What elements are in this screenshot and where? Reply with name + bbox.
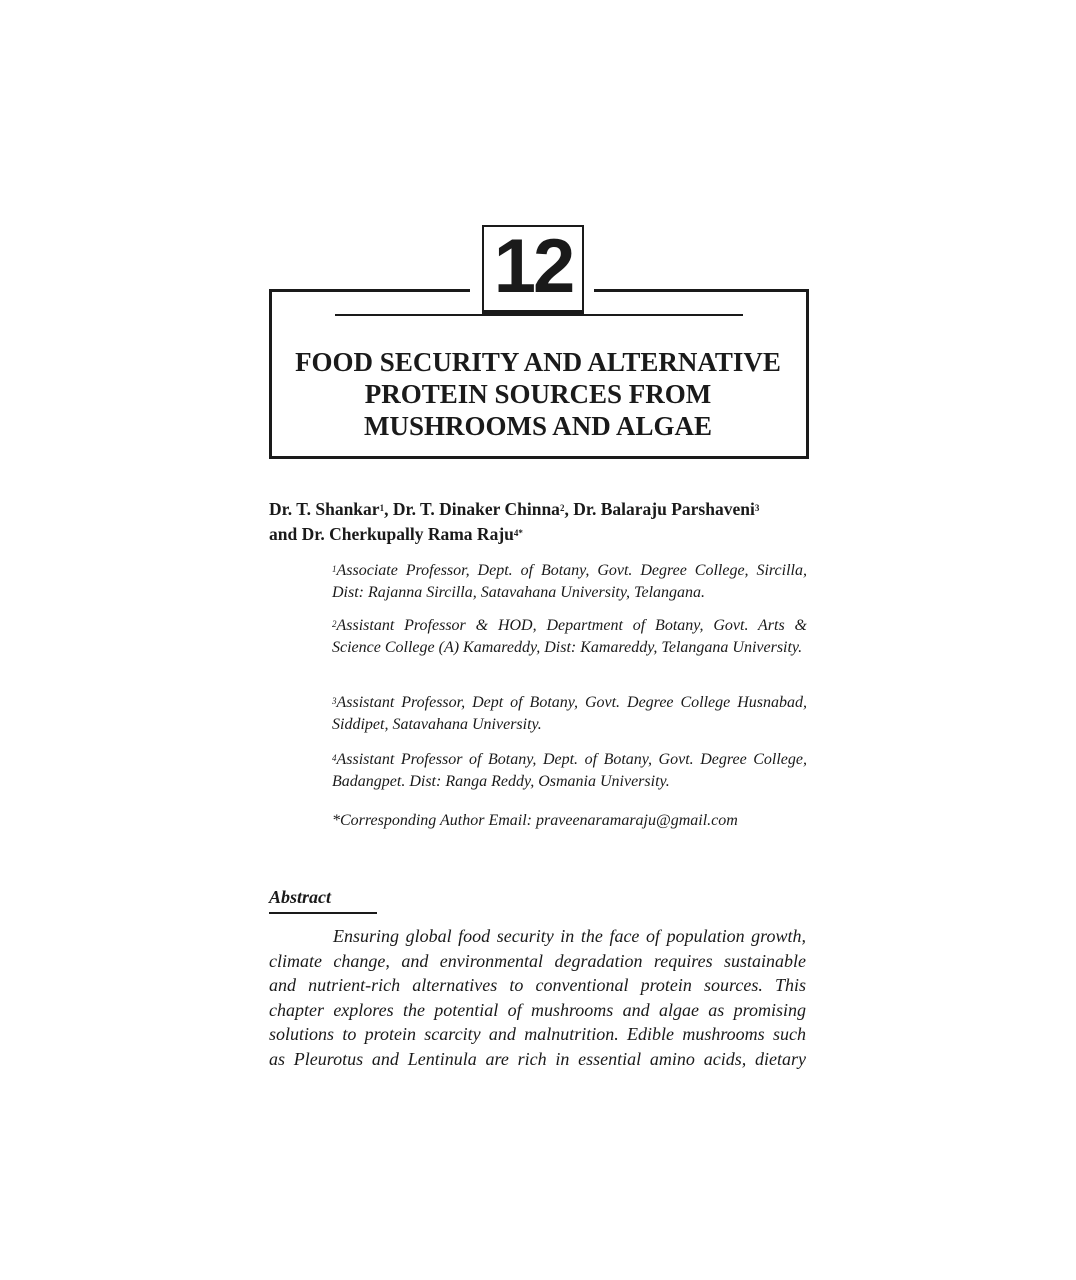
author-name: Dr. Balaraju Parshaveni [573,499,755,519]
author-separator: , [564,499,574,519]
author-name: Dr. T. Shankar [269,499,380,519]
affiliation [332,615,807,658]
author-name: Dr. T. Dinaker Chinna [392,499,560,519]
abstract-line: as Pleurotus and Lentinula are rich in essential amino acids, dietary [269,1048,806,1069]
header-rule [335,314,743,316]
author-list [269,497,814,547]
affiliation-text: Assistant Professor of Botany, Dept. of Botany, Govt. Degree College, Badangpet. Dist: Ranga Reddy, Osmania University. [332,751,807,790]
affiliation [332,692,807,735]
author-separator: , [384,499,393,519]
abstract-body [269,924,806,1072]
affiliation [332,749,807,792]
abstract-underline [269,912,377,914]
affiliation-text: Assistant Professor & HOD, Department of Botany, Govt. Arts & Science College (A) Kamareddy, Dist: Kamareddy, Telangana University. [332,617,807,656]
abstract-line: Ensuring global food security in the face of population growth, [333,926,806,946]
abstract-line: climate change, and environmental degradation requires sustainable [269,950,806,971]
affiliation-text: Assistant Professor, Dept of Botany, Govt. Degree College Husnabad, Siddipet, Satavahana University. [332,694,807,733]
chapter-title [272,346,804,442]
abstract-line: and nutrient-rich alternatives to conventional protein sources. This [269,975,806,996]
abstract-heading: Abstract [269,887,332,907]
affiliation-sup: 2 [332,619,337,629]
corresponding-author-email: *Corresponding Author Email: praveenaramaraju@gmail.com [332,812,738,829]
chapter-number: 12 [493,224,573,309]
chapter-title-line: FOOD SECURITY AND ALTERNATIVE [295,347,781,377]
affiliation-sup: 1 [332,564,337,574]
chapter-number-box [482,225,584,316]
affiliation-text: Associate Professor, Dept. of Botany, Govt. Degree College, Sircilla, Dist: Rajanna Sircilla, Satavahana University, Telangana. [332,562,807,601]
abstract-line: chapter explores the potential of mushrooms and algae as promising [269,999,806,1020]
author-conjunction: and [269,524,302,544]
author-sup: 3 [754,503,760,513]
affiliation-sup: 3 [332,696,337,706]
chapter-title-line: PROTEIN SOURCES FROM [364,379,712,409]
affiliation-sup: 4 [332,753,337,763]
affiliation [332,560,807,603]
author-sup: 2 [559,503,565,513]
chapter-title-line: MUSHROOMS AND ALGAE [363,411,713,441]
author-name: Dr. Cherkupally Rama Raju [301,524,514,544]
author-sup: 4* [513,528,523,538]
author-sup: 1 [379,503,385,513]
abstract-line: solutions to protein scarcity and malnutrition. Edible mushrooms such [269,1024,806,1045]
